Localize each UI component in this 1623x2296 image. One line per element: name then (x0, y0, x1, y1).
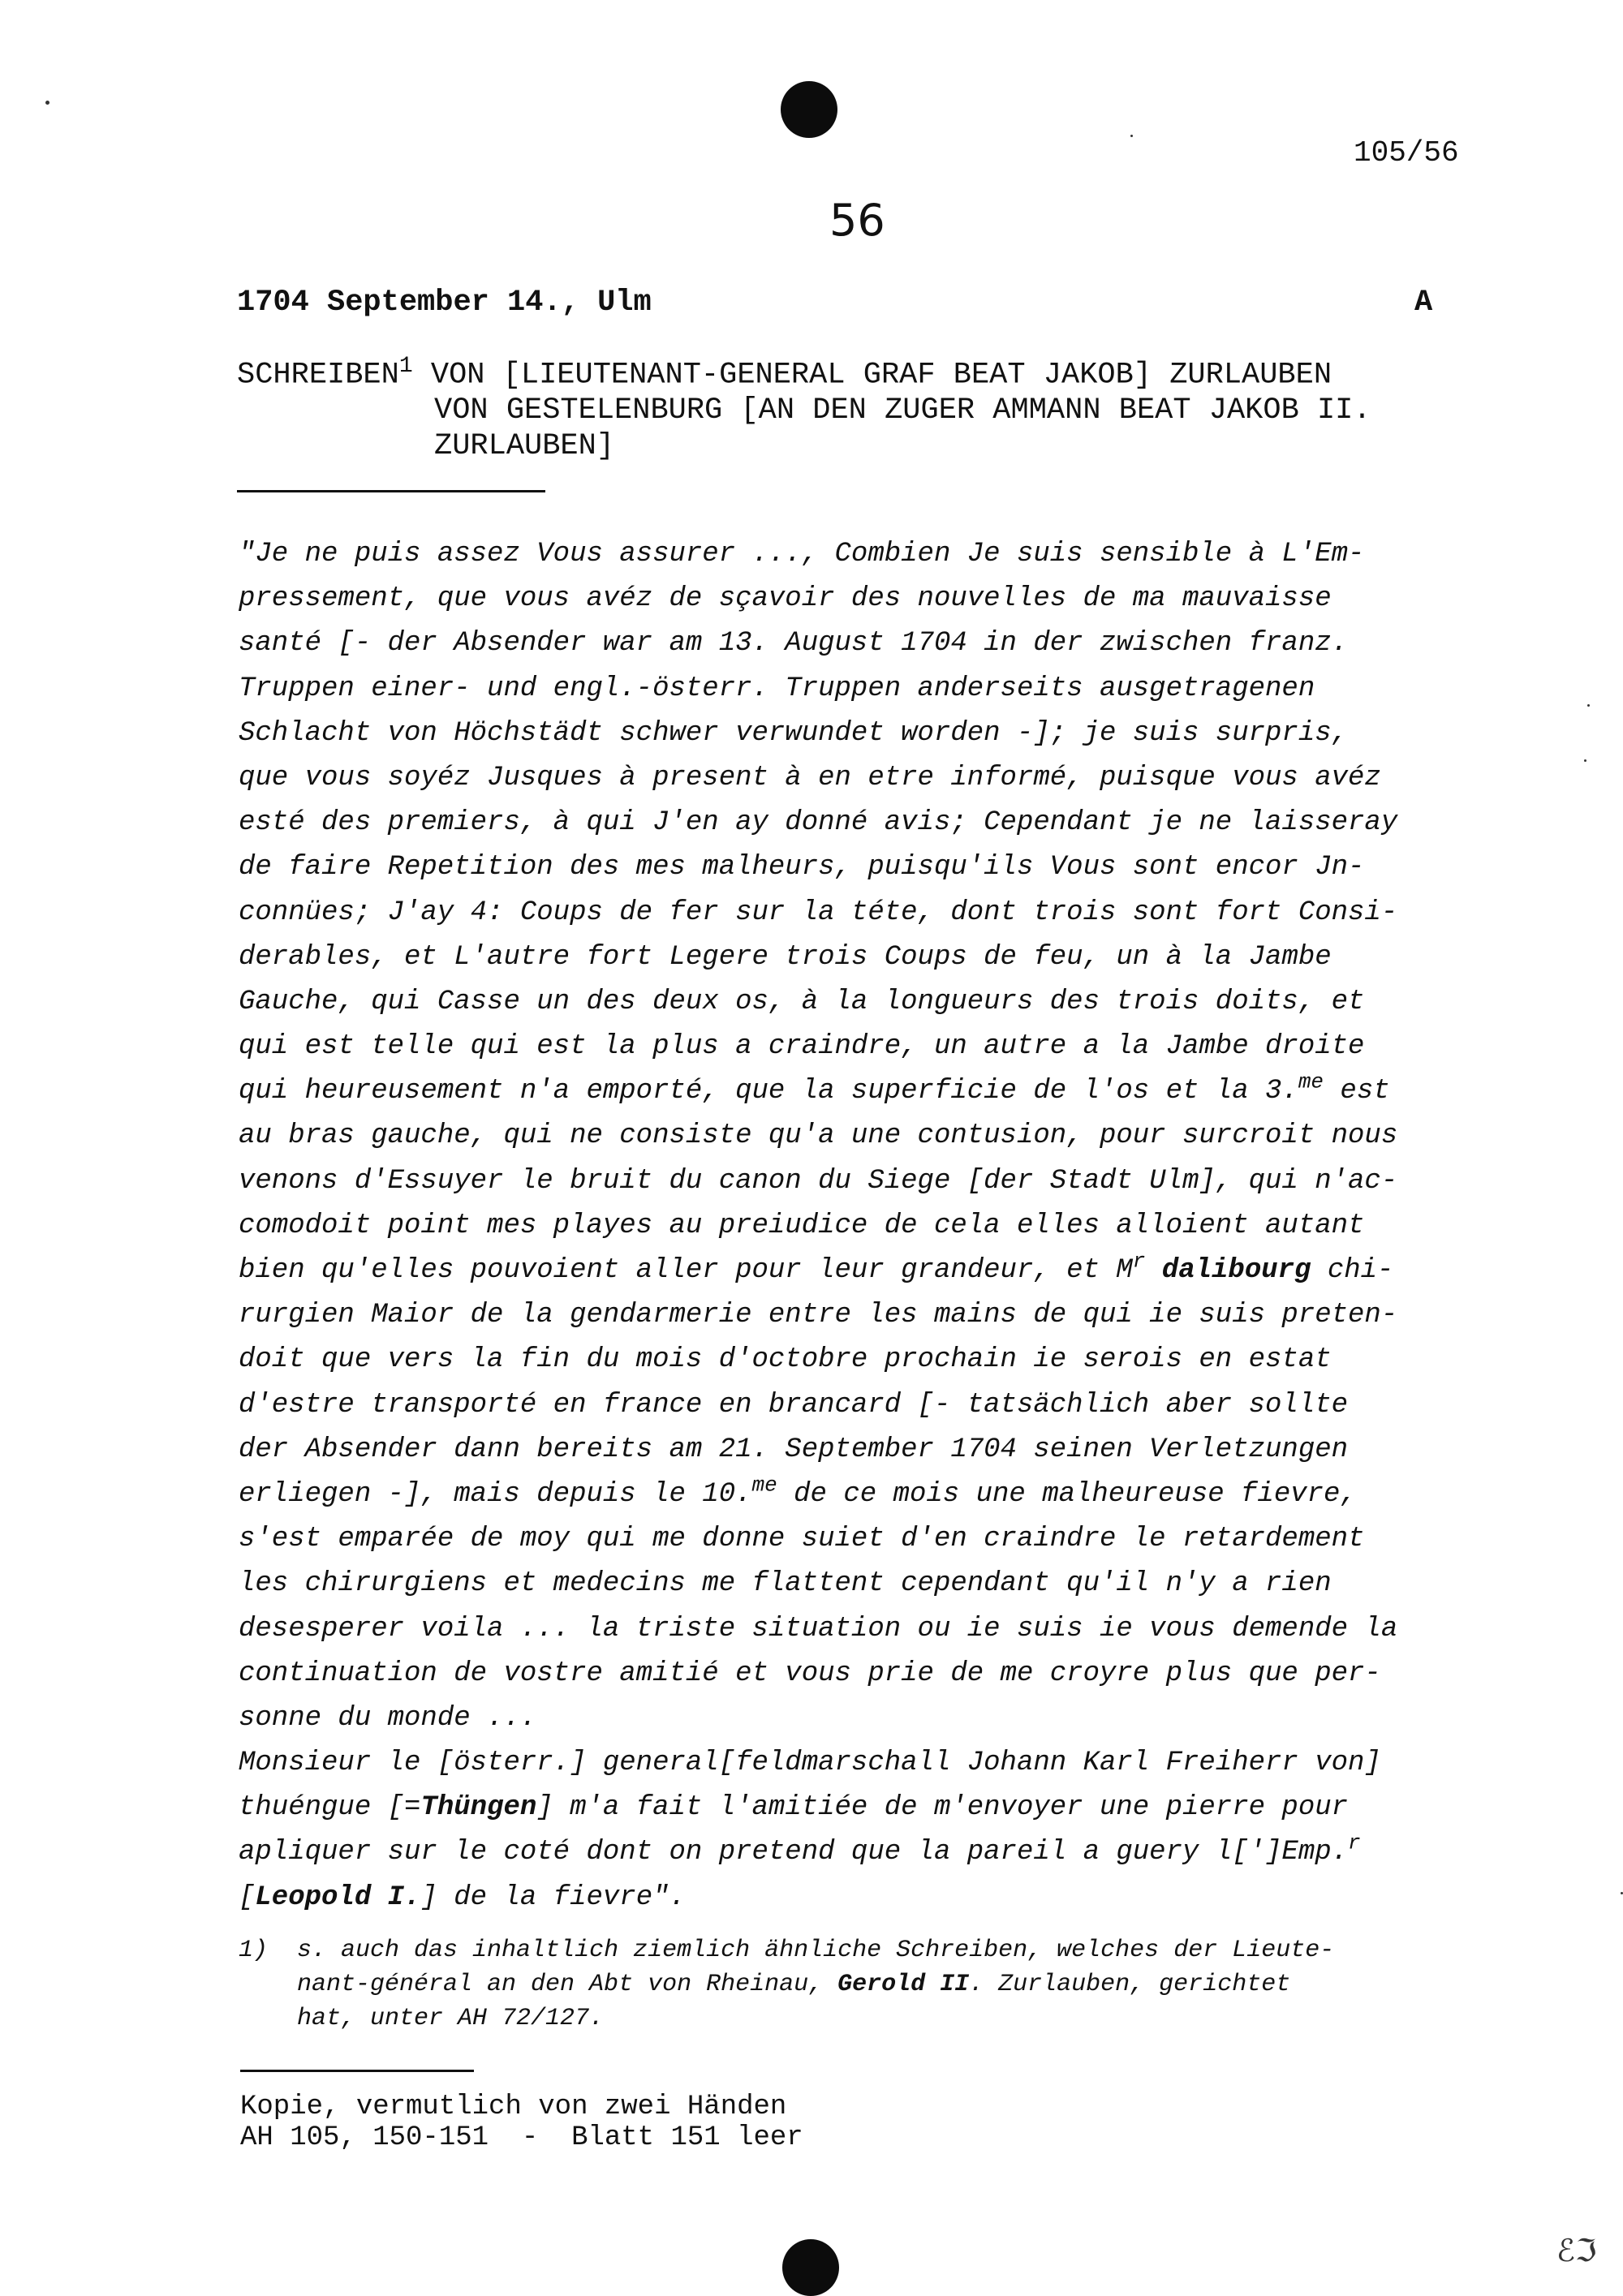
date-place: 1704 September 14., Ulm (237, 286, 652, 320)
page-number: 56 (829, 195, 885, 246)
scan-speck (45, 101, 50, 105)
footnote-line: nant-général an den Abt von Rheinau, Gerold II. Zurlauben, gerichtet (297, 1971, 1291, 1998)
text-line: qui est telle qui est la plus a craindre, un autre a la Jambe droite (239, 1031, 1365, 1063)
superscript: me (751, 1473, 777, 1498)
text-line: rurgien Maior de la gendarmerie entre les mains de qui ie suis preten- (239, 1300, 1398, 1331)
bold-name: dalibourg (1161, 1255, 1311, 1286)
text-line: qui heureusement n'a emporté, que la superficie de l'os et la 3.$^{me}$ est (239, 1069, 1390, 1107)
text-line: venons d'Essuyer le bruit du canon du Siege [der Stadt Ulm], qui n'ac- (239, 1165, 1398, 1197)
source-divider (240, 2070, 474, 2072)
scan-speck (1584, 759, 1586, 762)
text-line: au bras gauche, qui ne consiste qu'a une contusion, pour surcroit nous (239, 1120, 1398, 1152)
text-line: "Je ne puis assez Vous assurer ..., Combien Je suis sensible à L'Em- (239, 539, 1365, 570)
text-line: thuéngue [=Thüngen] m'a fait l'amitiée de m'envoyer une pierre pour (239, 1792, 1349, 1824)
source-line: AH 105, 150-151 - Blatt 151 leer (240, 2122, 803, 2153)
bold-name: Leopold I. (255, 1881, 421, 1913)
text-line: erliegen -], mais depuis le 10.$^{me}$ de ce mois une malheureuse fievre, (239, 1473, 1357, 1510)
footnote (239, 1933, 1488, 2036)
title-line: ZURLAUBEN] (434, 429, 615, 464)
scan-speck (1587, 704, 1590, 707)
scan-speck (1130, 135, 1133, 137)
document-title (237, 349, 1487, 464)
text-line: sonne du monde ... (239, 1702, 537, 1734)
text-line: connües; J'ay 4: Coups de fer sur la téte, dont trois sont fort Consi- (239, 896, 1398, 928)
text-line: Gauche, qui Casse un des deux os, à la longueurs des trois doits, et (239, 986, 1365, 1017)
letter-excerpt (239, 532, 1488, 1920)
text-line: de faire Repetition des mes malheurs, puisqu'ils Vous sont encor Jn- (239, 852, 1365, 884)
archive-number: 105/56 (1354, 136, 1459, 170)
title-divider (237, 490, 545, 492)
text-line: doit que vers la fin du mois d'octobre prochain ie serois en estat (239, 1344, 1332, 1376)
document-type-letter: A (1414, 286, 1433, 320)
bold-name: Gerold II (837, 1971, 970, 1998)
superscript: r (1348, 1831, 1361, 1856)
text-line: d'estre transporté en france en brancard [- tatsächlich aber sollte (239, 1389, 1349, 1421)
superscript: r (1132, 1249, 1146, 1274)
text-line: der Absender dann bereits am 21. September 1704 seinen Verletzungen (239, 1434, 1349, 1465)
text-line: que vous soyéz Jusques à present à en etre informé, puisque vous avéz (239, 762, 1381, 793)
title-line: VON GESTELENBURG [AN DEN ZUGER AMMANN BEAT JAKOB II. (434, 393, 1371, 428)
text-line: s'est emparée de moy qui me donne suiet d'en craindre le retardement (239, 1524, 1365, 1555)
text-line: derables, et L'autre fort Legere trois Coups de feu, un à la Jambe (239, 941, 1332, 973)
text-line: continuation de vostre amitié et vous prie de me croyre plus que per- (239, 1658, 1381, 1689)
footnote-line: 1) s. auch das inhaltlich ziemlich ähnliche Schreiben, welches der Lieute- (239, 1937, 1335, 1964)
footnote-line: hat, unter AH 72/127. (297, 2005, 605, 2032)
text-line: esté des premiers, à qui J'en ay donné avis; Cependant je ne laisseray (239, 807, 1398, 839)
handwritten-corner-mark: ℰℑ (1556, 2233, 1597, 2268)
text-line: bien qu'elles pouvoient aller pour leur grandeur, et $M^r$ dalibourg chi- (239, 1249, 1394, 1286)
footnote-marker: 1 (398, 354, 413, 379)
text-line: pressement, que vous avéz de sçavoir des nouvelles de ma mauvaisse (239, 583, 1332, 615)
source-line: Kopie, vermutlich von zwei Händen (240, 2092, 787, 2122)
text-line: apliquer sur le coté dont on pretend que la pareil a guery l[']Emp.$^r$ (239, 1831, 1361, 1868)
superscript: me (1298, 1069, 1324, 1094)
text-line: Schlacht von Höchstädt schwer verwundet worden -]; je suis surpris, (239, 717, 1349, 749)
text-line: santé [- der Absender war am 13. August 1704 in der zwischen franz. (239, 628, 1349, 660)
text-line: [Leopold I.] de la fievre". (239, 1881, 686, 1913)
text-line: Truppen einer- und engl.-österr. Truppen anderseits ausgetragenen (239, 673, 1315, 704)
text-line: les chirurgiens et medecins me flattent cependant qu'il n'y a rien (239, 1568, 1332, 1600)
punch-hole-bottom (782, 2239, 839, 2296)
title-line: SCHREIBEN$^1$ VON [LIEUTENANT-GENERAL GRAF BEAT JAKOB] ZURLAUBEN (237, 354, 1332, 393)
punch-hole-top (781, 81, 837, 138)
bold-name: Thüngen (420, 1792, 537, 1824)
source-note (240, 2092, 803, 2153)
text-line: Monsieur le [österr.] general[feldmarschall Johann Karl Freiherr von] (239, 1748, 1381, 1779)
text-line: comodoit point mes playes au preiudice de cela elles alloient autant (239, 1210, 1365, 1241)
text-line: desesperer voila ... la triste situation ou ie suis ie vous demende la (239, 1613, 1398, 1645)
